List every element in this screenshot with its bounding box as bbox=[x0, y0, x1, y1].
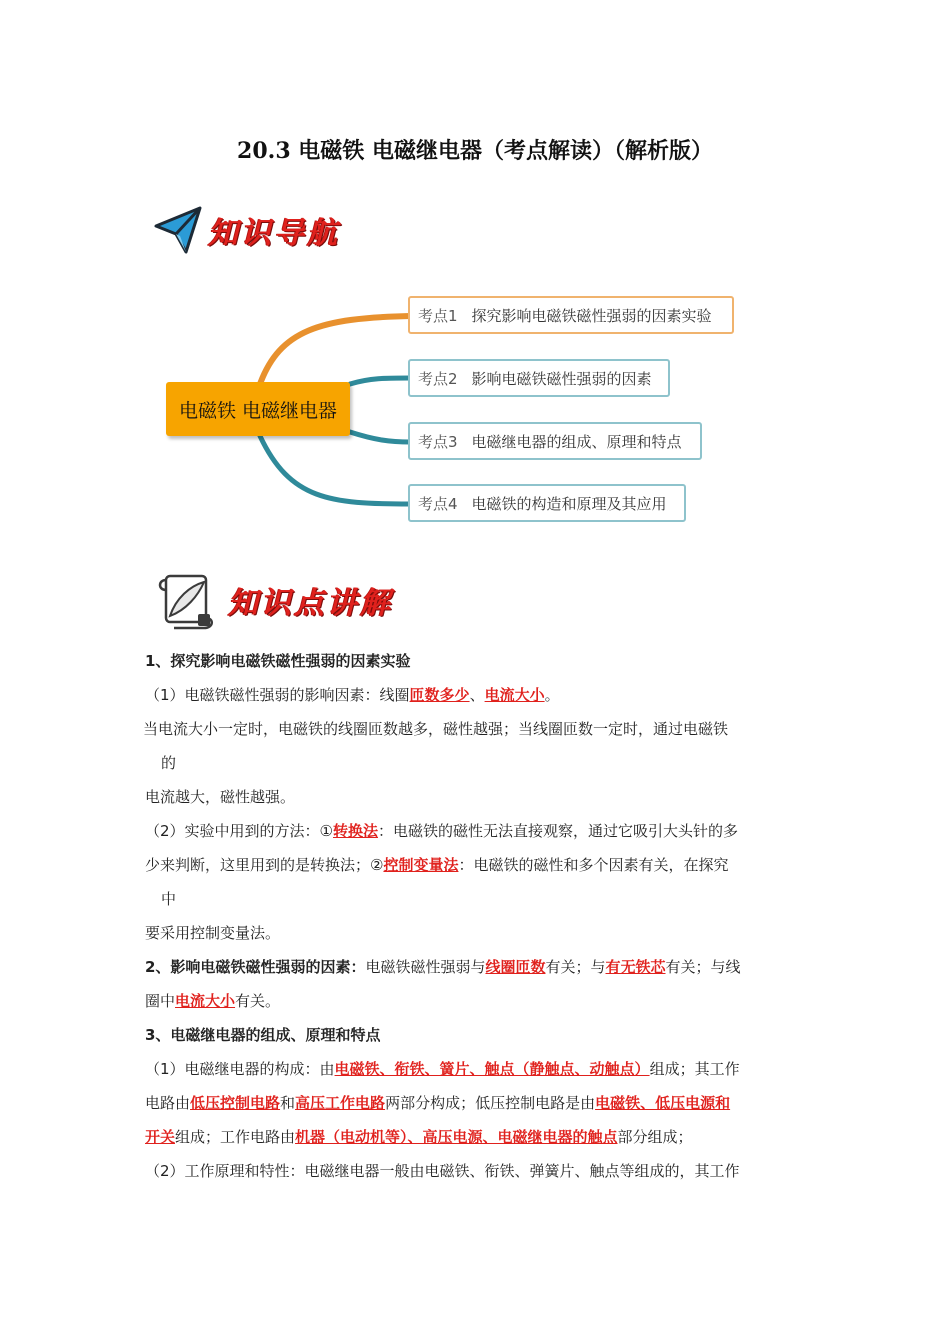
text-run: 有关。 bbox=[235, 992, 281, 1010]
key-term: 有无铁芯 bbox=[605, 958, 666, 976]
text-run: 组成；其工作 bbox=[649, 1060, 740, 1078]
key-term: 高压工作电路 bbox=[295, 1094, 386, 1112]
knowledge-explain-banner bbox=[152, 568, 432, 634]
section-2-line-2 bbox=[145, 984, 807, 1018]
section-3-heading: 3、电磁继电器的组成、原理和特点 bbox=[145, 1026, 381, 1044]
section-1-heading: 1、探究影响电磁铁磁性强弱的因素实验 bbox=[145, 652, 411, 670]
s1-paragraph-3-line-2 bbox=[145, 848, 807, 882]
explanation-body bbox=[145, 644, 807, 1188]
leaf-number: 考点4 bbox=[418, 494, 458, 513]
text-run: （1）电磁铁磁性强弱的影响因素：线圈 bbox=[145, 686, 410, 704]
s3-paragraph-1-line-3 bbox=[145, 1120, 807, 1154]
s1-paragraph-3-line-1 bbox=[145, 814, 807, 848]
text-run: 组成；工作电路由 bbox=[175, 1128, 296, 1146]
s1-paragraph-1 bbox=[145, 678, 807, 712]
mindmap-leaf-2 bbox=[408, 359, 670, 397]
key-term: 转换法 bbox=[333, 822, 379, 840]
section-2-line-1 bbox=[145, 950, 807, 984]
s3-paragraph-2-line-1: （2）工作原理和特性：电磁继电器一般由电磁铁、衔铁、弹簧片、触点等组成的，其工作 bbox=[145, 1162, 740, 1180]
text-run: 有关；与线 bbox=[665, 958, 741, 976]
leaf-label: 影响电磁铁磁性强弱的因素 bbox=[471, 369, 652, 388]
leaf-label: 探究影响电磁铁磁性强弱的因素实验 bbox=[471, 306, 712, 325]
text-run: ：电磁铁的磁性无法直接观察，通过它吸引大头针的多 bbox=[378, 822, 739, 840]
text-run: 电磁铁磁性强弱与 bbox=[365, 958, 486, 976]
mindmap-connectors bbox=[0, 0, 950, 560]
text-run: ：电磁铁的磁性和多个因素有关，在探究 bbox=[458, 856, 729, 874]
page-title: 20.3 电磁铁 电磁继电器（考点解读）（解析版） bbox=[237, 138, 713, 164]
mindmap-leaf-1 bbox=[408, 296, 734, 334]
mindmap-root: 电磁铁 电磁继电器 bbox=[166, 382, 350, 436]
key-term: 开关 bbox=[145, 1128, 176, 1146]
key-term: 电磁铁、低压电源和 bbox=[595, 1094, 731, 1112]
text-run: 圈中 bbox=[145, 992, 176, 1010]
s1-paragraph-3-line-4: 要采用控制变量法。 bbox=[145, 924, 281, 942]
text-run: 少来判断，这里用到的是转换法；② bbox=[145, 856, 384, 874]
s1-paragraph-2-line-1: 当电流大小一定时，电磁铁的线圈匝数越多，磁性越强；当线圈匝数一定时，通过电磁铁 bbox=[143, 720, 729, 738]
mindmap-leaf-3 bbox=[408, 422, 702, 460]
key-term: 控制变量法 bbox=[383, 856, 459, 874]
section-2-heading: 2、影响电磁铁磁性强弱的因素： bbox=[145, 958, 366, 976]
connector-2 bbox=[350, 378, 410, 384]
s3-paragraph-1-line-2 bbox=[145, 1086, 807, 1120]
text-run: 电路由 bbox=[145, 1094, 191, 1112]
connector-1 bbox=[260, 316, 410, 384]
text-run: 和 bbox=[280, 1094, 296, 1112]
leaf-number: 考点1 bbox=[418, 306, 458, 325]
s1-paragraph-2-line-2: 的 bbox=[161, 754, 177, 772]
text-run: （2）实验中用到的方法：① bbox=[145, 822, 333, 840]
key-term: 电流大小 bbox=[484, 686, 545, 704]
banner-title-nav: 知识导航 bbox=[208, 216, 340, 251]
text-run: 。 bbox=[544, 686, 560, 704]
leaf-label: 电磁铁的构造和原理及其应用 bbox=[471, 494, 667, 513]
banner-title-explain: 知识点讲解 bbox=[228, 586, 393, 621]
key-term: 电磁铁、衔铁、簧片、触点（静触点、动触点） bbox=[334, 1060, 650, 1078]
s3-paragraph-1-line-1 bbox=[145, 1052, 807, 1086]
text-run: 有关；与 bbox=[545, 958, 606, 976]
s1-paragraph-3-line-3: 中 bbox=[161, 890, 177, 908]
key-term: 匝数多少 bbox=[409, 686, 470, 704]
leaf-number: 考点3 bbox=[418, 432, 458, 451]
scroll-quill-icon bbox=[154, 570, 218, 632]
key-term: 线圈匝数 bbox=[485, 958, 546, 976]
key-term: 机器（电动机等）、高压电源、电磁继电器的触点 bbox=[295, 1128, 618, 1146]
connector-3 bbox=[350, 432, 410, 442]
text-run: 部分组成； bbox=[617, 1128, 693, 1146]
text-run: （1）电磁继电器的构成：由 bbox=[145, 1060, 335, 1078]
text-run: 、 bbox=[469, 686, 485, 704]
text-run: 两部分构成；低压控制电路是由 bbox=[385, 1094, 596, 1112]
leaf-label: 电磁继电器的组成、原理和特点 bbox=[471, 432, 682, 451]
mindmap-leaf-4 bbox=[408, 484, 686, 522]
key-term: 低压控制电路 bbox=[190, 1094, 281, 1112]
leaf-number: 考点2 bbox=[418, 369, 458, 388]
key-term: 电流大小 bbox=[175, 992, 236, 1010]
connector-4 bbox=[260, 436, 410, 504]
s1-paragraph-2-line-3: 电流越大，磁性越强。 bbox=[145, 788, 296, 806]
